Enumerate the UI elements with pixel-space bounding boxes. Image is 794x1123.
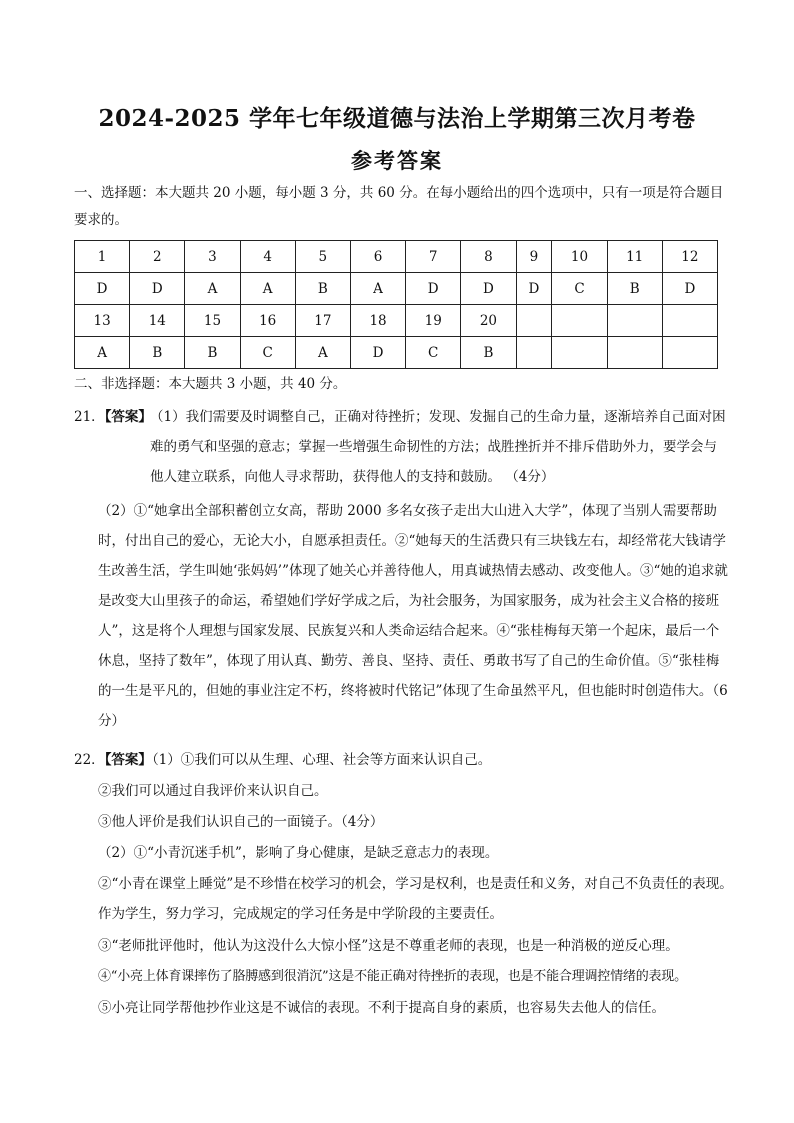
table-cell: C [240,337,295,369]
table-cell: 4 [240,241,295,273]
table-cell: 20 [461,305,516,337]
q21-number: 21． [74,409,105,425]
table-cell: A [185,273,240,305]
table-cell: 13 [75,305,130,337]
table-cell: A [295,337,350,369]
table-cell [607,305,662,337]
table-cell: 12 [662,241,717,273]
q22-answer-tag: 【答案】 [104,752,152,768]
page-subtitle: 参考答案 [351,148,443,173]
q22-line-8: ⑤小亮让同学帮他抄作业这是不诚信的表现。不利于提高自身的素质，也容易失去他人的信任。 [98,1000,665,1016]
q22-line-4: （2）①“小青沉迷手机”，影响了身心健康，是缺乏意志力的表现。 [98,845,499,861]
table-cell: 10 [552,241,607,273]
table-cell: B [607,273,662,305]
table-cell: 8 [461,241,516,273]
table-cell: D [406,273,461,305]
table-cell: 5 [295,241,350,273]
table-cell: D [516,273,552,305]
table-cell: 19 [406,305,461,337]
q22-heading-line [74,745,734,775]
table-cell: 6 [350,241,405,273]
section-2-heading: 二、非选择题：本大题共 3 小题，共 40 分。 [74,376,347,392]
table-cell: B [130,337,185,369]
table-cell: A [240,273,295,305]
table-cell: D [75,273,130,305]
table-cell [516,305,552,337]
table-cell: 15 [185,305,240,337]
table-row [75,241,718,273]
table-cell: 2 [130,241,185,273]
table-cell: D [662,273,717,305]
q21-part1 [150,402,728,492]
page-title: 2024-2025 学年七年级道德与法治上学期第三次月考卷 [98,105,696,132]
table-cell: 18 [350,305,405,337]
table-cell: A [75,337,130,369]
answer-table [74,240,718,369]
table-cell [552,305,607,337]
table-row [75,273,718,305]
table-cell: 7 [406,241,461,273]
q22-line-5: ②“小青在课堂上睡觉”是不珍惜在校学习的机会，学习是权利，也是责任和义务，对自己不负责任的表现。作为学生，努力学习，完成规定的学习任务是中学阶段的主要责任。 [98,876,733,922]
section-1-heading: 一、选择题：本大题共 20 小题，每小题 3 分，共 60 分。在每小题给出的四个选项中，只有一项是符合题目要求的。 [74,185,724,228]
table-cell [516,337,552,369]
q22-line-1: （1）①我们可以从生理、心理、社会等方面来认识自己。 [151,752,492,768]
table-cell: D [350,337,405,369]
table-cell: B [461,337,516,369]
table-cell: 14 [130,305,185,337]
table-cell [607,337,662,369]
q22-line-6: ③“老师批评他时，他认为这没什么大惊小怪”这是不尊重老师的表现，也是一种消极的逆反心理。 [98,938,679,954]
table-cell: D [461,273,516,305]
q21-part1-text: （1）我们需要及时调整自己，正确对待挫折；发现、发掘自己的生命力量，逐渐培养自己面对困难的勇气和坚强的意志；掌握一些增强生命韧性的方法；战胜挫折并不排斥借助外力，要学会与他人建立联系，向他人寻求帮助，获得他人的支持和鼓励。 （4分） [150,409,726,485]
table-cell [662,337,717,369]
table-cell: B [185,337,240,369]
table-cell: 16 [240,305,295,337]
q22-line-3: ③他人评价是我们认识自己的一面镜子。（4分） [98,814,384,830]
q21-part2: （2）①“她拿出全部积蓄创立女高，帮助 2000 多名女孩子走出大山进入大学”，体现了当别人需要帮助时，付出自己的爱心，无论大小，自愿承担责任。②“她每天的生活费只有三块钱左右，却经常花大钱请学生改善生活，学生叫她‘张妈妈’”体现了她关心并善待他人，用真诚热情去感动、改变他人。③“她的追求就是改变大山里孩子的命运，希望她们学好学成之后，为社会服务，为国家服务，成为社会主义合格的接班人”，这是将个人理想与国家发展、民族复兴和人类命运结合起来。④“张桂梅每天第一个起床，最后一个休息，坚持了数年”，体现了用认真、勤劳、善良、坚持、责任、勇敢书写了自己的生命价值。⑤“张桂梅的一生是平凡的，但她的事业注定不朽，终将被时代铭记”体现了生命虽然平凡，但也能时时创造伟大。（6分） [98,503,728,729]
table-cell [662,305,717,337]
table-cell: 9 [516,241,552,273]
table-cell: B [295,273,350,305]
q22-line-7: ④“小亮上体育课摔伤了胳膊感到很消沉”这是不能正确对待挫折的表现，也是不能合理调控情绪的表现。 [98,969,687,984]
table-cell: 11 [607,241,662,273]
table-row [75,305,718,337]
table-cell: 3 [185,241,240,273]
table-cell: C [552,273,607,305]
table-row [75,337,718,369]
q22-number: 22． [74,752,105,768]
table-cell: C [406,337,461,369]
q21-answer-tag: 【答案】 [104,409,152,425]
table-cell: A [350,273,405,305]
table-cell [552,337,607,369]
table-cell: 17 [295,305,350,337]
table-cell: D [130,273,185,305]
q22-line-2: ②我们可以通过自我评价来认识自己。 [98,783,328,799]
table-cell: 1 [75,241,130,273]
